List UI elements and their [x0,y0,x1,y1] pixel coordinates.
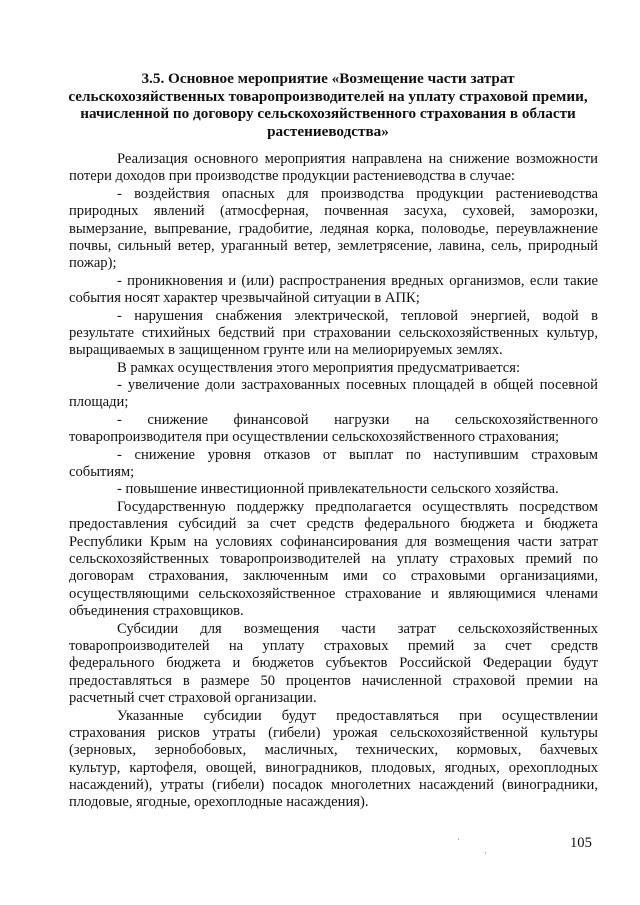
text-line: осуществляющими сельскохозяйственное страхование и являющимися членами [69,585,598,602]
text-line: потери доходов при производстве продукции растениеводства в случае: [69,168,515,185]
text-line: объединения страховщиков. [69,603,244,620]
heading-line: 3.5. Основное мероприятие «Возмещение части затрат [141,70,515,87]
text-line: событиям; [69,464,135,481]
text-line: страхования рисков утраты (гибели) урожая сельскохозяйственной культуры [69,724,598,741]
scan-speck [485,852,486,854]
text-line: пожар); [69,255,117,272]
text-line: насаждений), утраты (гибели) посадок многолетних насаждений (виноградники, [69,777,598,794]
text-line: федерального бюджета и бюджетов субъектов Российской Федерации будут [69,655,598,672]
text-line: Указанные субсидии будут предоставляться при осуществлении [117,707,598,724]
text-line: результате стихийных бедствий при страховании сельскохозяйственных культур, [69,324,598,341]
text-line: Реализация основного мероприятия направлена на снижение возможности [117,151,598,167]
text-line: события носят характер чрезвычайной ситуации в АПК; [69,290,420,307]
section-heading [62,70,594,140]
text-line: выращиваемых в защищенном грунте или на мелиорируемых землях. [69,342,503,359]
text-line: товаропроизводителя при осуществлении сельскохозяйственного страхования; [69,429,560,446]
text-line: Субсидии для возмещения части затрат сельскохозяйственных [117,620,598,637]
text-line: предоставляться в размере 50 процентов начисленной страховой премии на [69,672,598,689]
text-line: - проникновения и (или) распространения вредных организмов, если такие [117,272,598,289]
text-line: договорам страхования, заключенным ими со страховыми организациями, [69,568,598,585]
text-line: Республики Крым на условиях софинансирования для возмещения части затрат [69,533,598,550]
text-line: - повышение инвестиционной привлекательности сельского хозяйства. [117,481,559,498]
heading-line: растениеводства» [267,122,389,140]
text-line: - воздействия опасных для производства продукции растениеводства [117,185,598,202]
text-line: В рамках осуществления этого мероприятия предусматривается: [117,359,521,376]
text-line: предоставления субсидий за счет средств федерального бюджета и бюджета [69,516,598,533]
heading-line: начисленной по договору сельскохозяйственного страхования в области [80,105,576,123]
text-line: вымерзание, выпревание, градобитие, ледяная корка, половодье, переувлажнение [69,220,598,237]
text-line: сельскохозяйственных товаропроизводителей на уплату страховых премий по [69,550,598,567]
text-line: почвы, сильный ветер, ураганный ветер, землетрясение, лавина, сель, природный [69,237,598,254]
text-line: - увеличение доли застрахованных посевных площадей в общей посевной [117,377,598,394]
text-line: площади; [69,394,129,411]
text-line: - нарушения снабжения электрической, тепловой энергией, водой в [117,307,598,324]
text-line: расчетный счет страховой организации. [69,690,317,707]
text-line: товаропроизводителей на уплату страховых премий за счет средств [69,637,598,654]
scan-speck [458,838,459,840]
text-line: культур, картофеля, овощей, виноградников, плодовых, ягодных, орехоплодных [69,759,598,776]
body-text [69,151,598,812]
heading-line: сельскохозяйственных товаропроизводителей на уплату страховой премии, [68,87,588,105]
text-line: (зерновых, зернобобовых, масличных, технических, кормовых, бахчевых [69,742,598,759]
text-line: - снижение уровня отказов от выплат по наступившим страховым [117,446,598,463]
page-number: 105 [570,835,592,851]
text-line: плодовые, ягодные, орехоплодные насаждения). [69,794,369,811]
text-line: - снижение финансовой нагрузки на сельскохозяйственного [117,411,598,428]
text-line: природных явлений (атмосферная, почвенная засуха, суховей, заморозки, [69,203,598,220]
text-line: Государственную поддержку предполагается осуществлять посредством [117,498,598,515]
